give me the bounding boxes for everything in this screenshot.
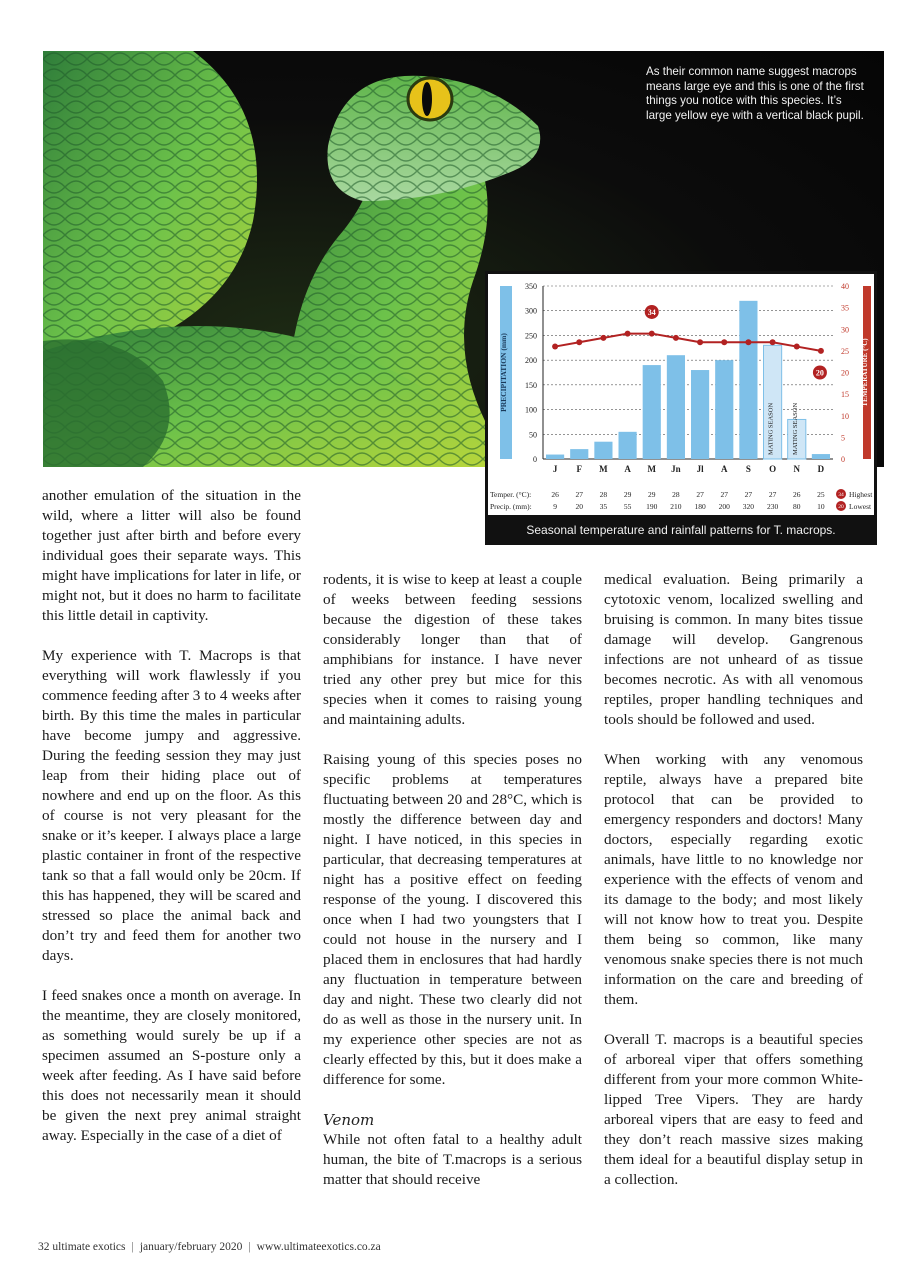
table-temp-label: Temper. (°C): [490, 490, 532, 499]
temp-point [649, 331, 655, 337]
precip-bar [594, 442, 612, 459]
x-tick-label: M [599, 464, 608, 474]
table-temp-value: 29 [623, 490, 632, 499]
paragraph: When working with any venomous reptile, always have a prepared bite protocol that can be provided to emergency responders and doctors! Many doctors, especially regarding exotic animals, have little to no knowledge nor experience with the effects of venom and its damage to the body; and most likely will not know how to treat you. Despite them being so common, like many venomous snake species there is not much information on the care and breeding of them. [604, 751, 863, 1008]
y-tick-label: 100 [525, 405, 537, 415]
paragraph: medical evaluation. Being primarily a cytotoxic venom, localized swelling and bruising is common. In many bites tissue damage will develop. Gangrenous infections are not unheard of as tissue becomes necrotic. As with all venomous reptiles, proper handling techniques and tools should be followed and used. [604, 571, 863, 728]
x-tick-label: J [552, 464, 558, 474]
table-temp-value: 27 [575, 490, 583, 499]
precip-bar [739, 301, 757, 459]
footer-website[interactable]: www.ultimateexotics.co.za [256, 1241, 381, 1253]
table-precip-value: 55 [623, 502, 632, 511]
y-tick-label: 50 [529, 430, 537, 440]
legend-low-value: 20 [838, 504, 844, 510]
temp-point [600, 335, 606, 341]
table-temp-value: 28 [599, 490, 608, 499]
y2-tick-label: 5 [841, 433, 845, 443]
y2-tick-label: 10 [841, 411, 849, 421]
y-tick-label: 200 [525, 356, 537, 366]
paragraph: rodents, it is wise to keep at least a couple of weeks between feeding sessions because the digestion of these takes considerably longer than that of amphibians for instance. I have never tried any other prey but mice for this species when it comes to raising young and maintaining adults. [323, 571, 582, 728]
x-tick-label: A [624, 464, 631, 474]
x-tick-label: S [745, 464, 751, 474]
paragraph: While not often fatal to a healthy adult human, the bite of T.macrops is a serious matter that should receive [323, 1131, 582, 1188]
x-tick-label: O [769, 464, 777, 474]
precip-bar [667, 355, 685, 459]
table-temp-value: 26 [551, 490, 559, 499]
paragraph: My experience with T. Macrops is that everything will work flawlessly if you commence feeding after 3 to 4 weeks after birth. By this time the males in particular have become jumpy and aggressive. During the feeding session they may just leap from their hiding place out of nowhere and end up on the floor. As this of course is not very pleasant for the snake or it’s keeper. I always place a large plastic container in front of the respective tank so that a fall would only be 20cm. If this has happened, they will be scared and stressed so place the animal back and don’t try and feed them for another two days. [42, 647, 301, 964]
y2-tick-label: 30 [841, 325, 849, 335]
y-tick-label: 250 [525, 331, 537, 341]
y-tick-label: 0 [533, 455, 537, 464]
table-precip-label: Precip. (mm): [490, 502, 532, 511]
x-tick-label: F [576, 464, 582, 474]
table-temp-value: 28 [672, 490, 680, 499]
page-footer: 32 ultimate exotics | january/february 2020 | www.ultimateexotics.co.za [38, 1241, 381, 1253]
y2-axis-title: TEMPERATURE (°C) [861, 338, 869, 407]
precip-bar [619, 432, 637, 459]
precip-bar [715, 360, 733, 459]
y-axis-title: PRECIPITATION (mm) [499, 333, 508, 412]
climate-chart [485, 271, 877, 545]
table-precip-value: 35 [599, 502, 608, 511]
precip-bar [546, 455, 564, 459]
y-tick-label: 150 [525, 380, 537, 390]
temp-point [745, 339, 751, 345]
table-precip-value: 20 [575, 502, 583, 511]
chart-caption: Seasonal temperature and rainfall patterns for T. macrops. [485, 515, 877, 545]
legend-low-label: Lowest [849, 502, 872, 511]
column-1 [42, 486, 301, 1146]
table-temp-value: 27 [720, 490, 728, 499]
temp-point [770, 339, 776, 345]
x-tick-label: A [721, 464, 728, 474]
table-temp-value: 27 [696, 490, 704, 499]
photo-caption: As their common name suggest macrops means large eye and this is one of the first things you notice with this species. It’s large yellow eye with a vertical black pupil. [646, 65, 864, 122]
table-precip-value: 230 [766, 502, 779, 511]
temp-point [697, 339, 703, 345]
temp-point [552, 344, 558, 350]
y2-tick-label: 15 [841, 390, 849, 400]
y2-tick-label: 35 [841, 303, 849, 313]
table-precip-value: 320 [742, 502, 755, 511]
x-tick-label: Jl [696, 464, 704, 474]
y2-tick-label: 0 [841, 455, 845, 464]
footer-issue: january/february 2020 [139, 1241, 243, 1253]
paragraph: Raising young of this species poses no specific problems at temperatures fluctuating between 20 and 28°C, which is mostly the difference between day and night. I have noticed, in this species in particular, that decreasing temperatures at night has a positive effect on feeding response of the young. I discovered this once when I had two youngsters that I could not house in the nursery and I placed them in enclosures that had hardly any fluctuation in temperature between day and night. These two clearly did not do as well as those in the nursery unit. In my experience other species are not as clearly effected by this, but it does make a difference for some. [323, 751, 582, 1088]
column-2 [323, 570, 582, 1190]
temp-point [721, 339, 727, 345]
table-precip-value: 200 [718, 502, 730, 511]
y-tick-label: 300 [525, 306, 537, 316]
temp-point [818, 348, 824, 354]
table-temp-value: 25 [817, 490, 825, 499]
season-label: MATING SEASON [791, 402, 799, 455]
precip-bar [643, 365, 661, 459]
temp-point [625, 331, 631, 337]
paragraph: I feed snakes once a month on average. In the meantime, they are closely monitored, as something would surely be up if a specimen assumed an S-posture only a week after feeding. As I have said before this does not necessarily mean it should be given the next prey animal straight away. Especially in the case of a diet of [42, 987, 301, 1144]
column-3 [604, 570, 863, 1190]
table-precip-value: 80 [793, 502, 801, 511]
table-precip-value: 210 [670, 502, 682, 511]
lowest-marker-label: 20 [815, 368, 824, 378]
legend-high-label: Highest [849, 490, 873, 499]
y2-tick-label: 40 [841, 282, 849, 291]
x-tick-label: Jn [671, 464, 681, 474]
table-temp-value: 29 [648, 490, 656, 499]
legend-high-value: 34 [838, 492, 844, 498]
precip-bar [812, 454, 830, 459]
x-tick-label: N [793, 464, 800, 474]
footer-page: 32 ultimate exotics [38, 1241, 126, 1253]
table-precip-value: 190 [646, 502, 658, 511]
climate-chart-svg [488, 274, 874, 518]
table-precip-value: 10 [817, 502, 825, 511]
paragraph: Overall T. macrops is a beautiful species of arboreal viper that offers something different from your more common White-lipped Tree Vipers. They are hardy arboreal vipers that are easy to feed and they don’t reach massive sizes making them ideal for a beautiful display setup in a collection. [604, 1031, 863, 1188]
y2-tick-label: 20 [841, 368, 849, 378]
table-precip-value: 180 [694, 502, 706, 511]
precip-bar [691, 370, 709, 459]
section-heading-venom: Venom [323, 1111, 375, 1129]
temp-point [576, 339, 582, 345]
table-temp-value: 27 [744, 490, 753, 499]
table-temp-value: 26 [793, 490, 801, 499]
paragraph: another emulation of the situation in the wild, where a litter will also be found together just after birth and before every individual goes their separate ways. This might have implications for later in life, or might not, but it does no harm to facilitate this little detail in captivity. [42, 487, 301, 624]
highest-marker-label: 34 [647, 307, 656, 317]
table-temp-value: 27 [768, 490, 777, 499]
x-tick-label: D [817, 464, 825, 474]
y2-tick-label: 25 [841, 346, 849, 356]
season-label: MATING SEASON [767, 402, 775, 455]
precip-bar [570, 449, 588, 459]
y-tick-label: 350 [525, 282, 537, 291]
temp-point [673, 335, 679, 341]
x-tick-label: M [647, 464, 656, 474]
table-precip-value: 9 [553, 502, 557, 511]
temp-point [794, 344, 800, 350]
